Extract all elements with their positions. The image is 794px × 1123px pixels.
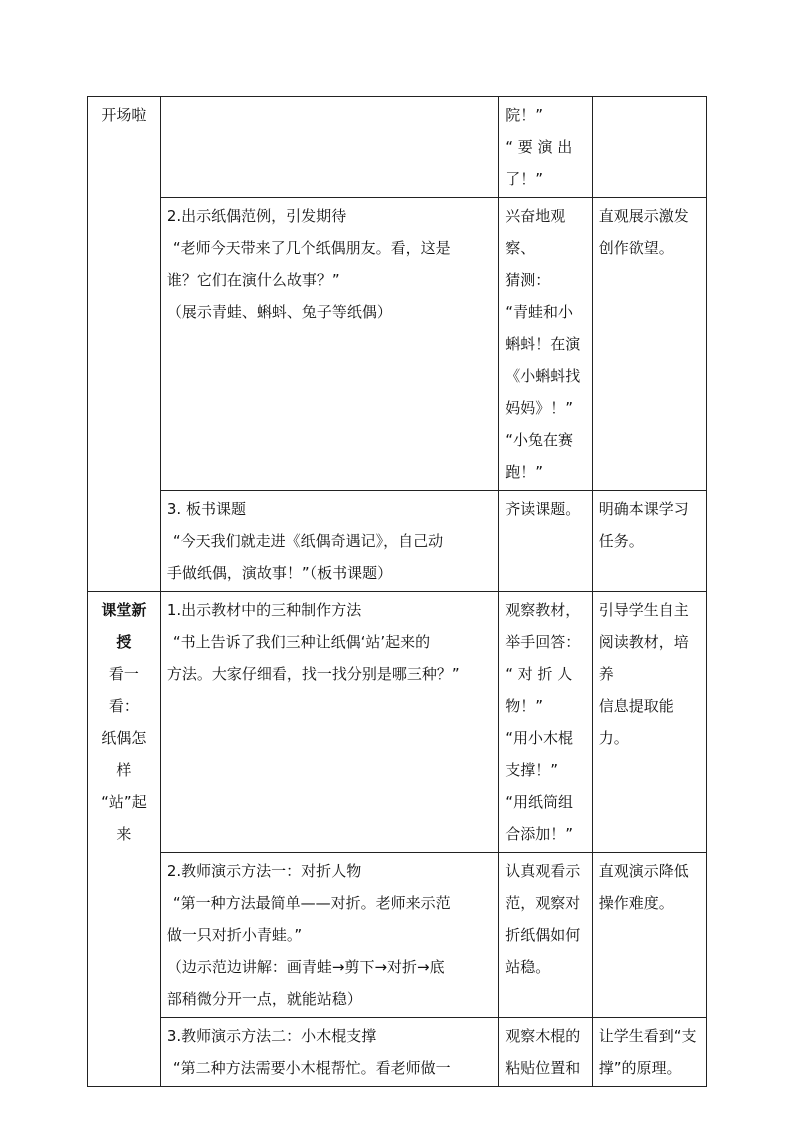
section-line: 纸偶怎样	[101, 729, 147, 779]
activity-heading: 2.教师演示方法一：对折人物	[166, 862, 362, 880]
intent-cell	[592, 853, 706, 1018]
student-line: 观察木棍的	[505, 1027, 581, 1045]
intent-line: 阅读教材，培养	[598, 633, 689, 683]
student-cell	[499, 1018, 593, 1087]
table-row	[88, 1018, 707, 1087]
activity-heading: 2.出示纸偶范例，引发期待	[166, 207, 347, 225]
activity-cell	[160, 1018, 498, 1087]
table-row	[88, 592, 707, 853]
activity-line: “今天我们就走进《纸偶奇遇记》，自己动	[172, 532, 444, 550]
student-line: “青蛙和小	[505, 303, 573, 321]
student-cell	[499, 491, 593, 592]
student-line: 折纸偶如何	[505, 926, 581, 944]
intent-cell	[592, 1018, 706, 1087]
student-line: 范，观察对	[505, 894, 581, 912]
student-line: “用纸筒组	[505, 793, 573, 811]
activity-line: 做一只对折小青蛙。”	[166, 926, 303, 944]
activity-cell	[160, 592, 498, 853]
intent-line: 创作欲望。	[598, 239, 674, 257]
table-row	[88, 853, 707, 1018]
activity-heading: 3. 板书课题	[166, 500, 246, 518]
student-line: 物！”	[505, 697, 543, 715]
lesson-plan-table	[87, 96, 707, 1087]
activity-heading: 1.出示教材中的三种制作方法	[166, 601, 362, 619]
student-line: 举手回答：	[505, 633, 581, 651]
student-line: 合添加！”	[505, 825, 573, 843]
table-row	[88, 97, 707, 198]
student-line: 猜测：	[505, 271, 551, 289]
table-row	[88, 198, 707, 491]
activity-line: 手做纸偶，演故事！”（板书课题）	[166, 564, 393, 582]
activity-line: 方法。大家仔细看，找一找分别是哪三种？”	[166, 665, 460, 683]
intent-line: 引导学生自主	[598, 601, 689, 619]
student-line: 观察教材，	[505, 601, 581, 619]
student-line: “ 对 折 人	[505, 665, 573, 683]
activity-line: “老师今天带来了几个纸偶朋友。看，这是	[172, 239, 451, 257]
student-cell	[499, 853, 593, 1018]
student-line: “用小木棍	[505, 729, 573, 747]
student-line: 站稳。	[505, 958, 551, 976]
intent-cell	[592, 491, 706, 592]
student-line: 粘贴位置和	[505, 1059, 581, 1077]
section-cell-new-lesson	[88, 592, 161, 1087]
student-line: 认真观看示	[505, 862, 581, 880]
activity-line: 部稍微分开一点，就能站稳）	[166, 990, 362, 1008]
activity-cell	[160, 97, 498, 198]
student-line: 妈妈》！”	[505, 399, 573, 417]
section-cell-opening	[88, 97, 161, 592]
activity-cell	[160, 198, 498, 491]
intent-cell	[592, 198, 706, 491]
section-title: 课堂新授	[101, 601, 147, 651]
intent-cell	[592, 97, 706, 198]
table-row	[88, 491, 707, 592]
section-label: 开场啦	[101, 106, 147, 124]
activity-line: “第二种方法需要小木棍帮忙。看老师做一	[172, 1059, 451, 1077]
intent-line: 直观展示激发	[598, 207, 689, 225]
activity-line: （展示青蛙、蝌蚪、兔子等纸偶）	[166, 303, 392, 321]
student-line: 《小蝌蚪找	[505, 367, 581, 385]
student-line: 院！”	[505, 106, 543, 124]
intent-line: 明确本课学习	[598, 500, 689, 518]
intent-cell	[592, 592, 706, 853]
activity-line: “书上告诉了我们三种让纸偶‘站’起来的	[172, 633, 431, 651]
activity-line: 谁？它们在演什么故事？”	[166, 271, 340, 289]
section-line: “站”起	[101, 793, 147, 811]
activity-cell	[160, 491, 498, 592]
student-line: 支撑！”	[505, 761, 558, 779]
student-line: “小兔在赛	[505, 431, 573, 449]
activity-cell	[160, 853, 498, 1018]
section-line: 来	[116, 825, 132, 843]
intent-line: 撑”的原理。	[598, 1059, 682, 1077]
student-line: 跑！”	[505, 463, 543, 481]
intent-line: 任务。	[598, 532, 644, 550]
section-line: 看一看：	[108, 665, 139, 715]
intent-line: 直观演示降低	[598, 862, 689, 880]
student-cell	[499, 198, 593, 491]
activity-heading: 3.教师演示方法二：小木棍支撑	[166, 1027, 377, 1045]
activity-line: “第一种方法最简单——对折。老师来示范	[172, 894, 451, 912]
intent-line: 操作难度。	[598, 894, 674, 912]
activity-line: （边示范边讲解：画青蛙→剪下→对折→底	[166, 958, 445, 976]
student-cell	[499, 592, 593, 853]
student-line: 了！”	[505, 170, 543, 188]
student-line: 兴奋地观察、	[505, 207, 566, 257]
intent-line: 信息提取能力。	[598, 697, 674, 747]
intent-line: 让学生看到“支	[598, 1027, 697, 1045]
student-line: “ 要 演 出	[505, 138, 573, 156]
student-line: 蝌蚪！在演	[505, 335, 581, 353]
student-cell	[499, 97, 593, 198]
student-line: 齐读课题。	[505, 500, 581, 518]
